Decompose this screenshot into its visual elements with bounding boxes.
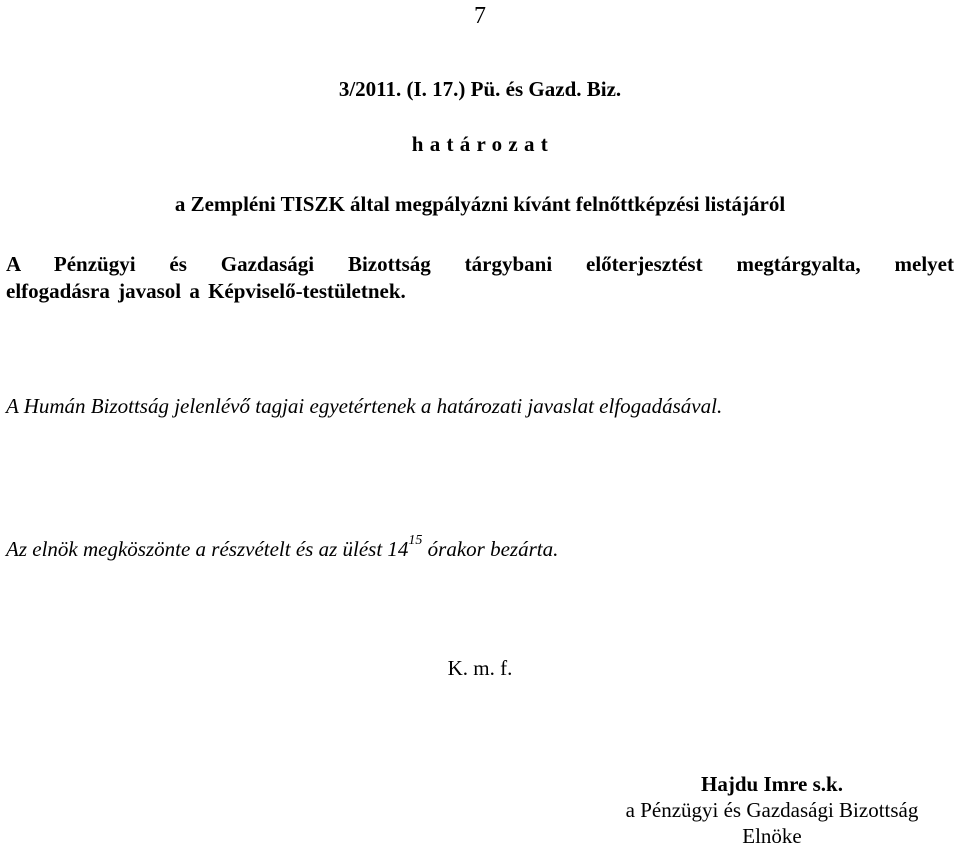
signatory-name: Hajdu Imre s.k. — [701, 772, 843, 796]
resolution-body-line-2: elfogadásra javasol a Képviselő-testületnek. — [6, 279, 406, 303]
signatory-committee: a Pénzügyi és Gazdasági Bizottság — [625, 798, 919, 822]
resolution-body-line-1: A Pénzügyi és Gazdasági Bizottság tárgybani előterjesztést megtárgyalta, melyet — [6, 252, 954, 276]
signatory-role: Elnöke — [742, 824, 802, 848]
human-committee-statement: A Humán Bizottság jelenlévő tagjai egyetértenek a határozati javaslat elfogadásával. — [6, 394, 723, 418]
closing-text-after: órakor bezárta. — [422, 537, 559, 561]
signature-block — [594, 771, 950, 849]
closing-time-minutes: 15 — [408, 533, 423, 548]
resolution-body — [6, 251, 954, 305]
resolution-reference: 3/2011. (I. 17.) Pü. és Gazd. Biz. — [338, 77, 622, 101]
closing-text-before: Az elnök megköszönte a részvételt és az ülést 14 — [6, 537, 409, 561]
page-number: 7 — [474, 3, 486, 29]
closing-statement — [6, 533, 559, 566]
resolution-subject: a Zempléni TISZK által megpályázni kívánt felnőttképzési listájáról — [174, 192, 786, 216]
kmf-note: K. m. f. — [447, 656, 513, 680]
resolution-heading: h a t á r o z a t — [411, 132, 549, 156]
